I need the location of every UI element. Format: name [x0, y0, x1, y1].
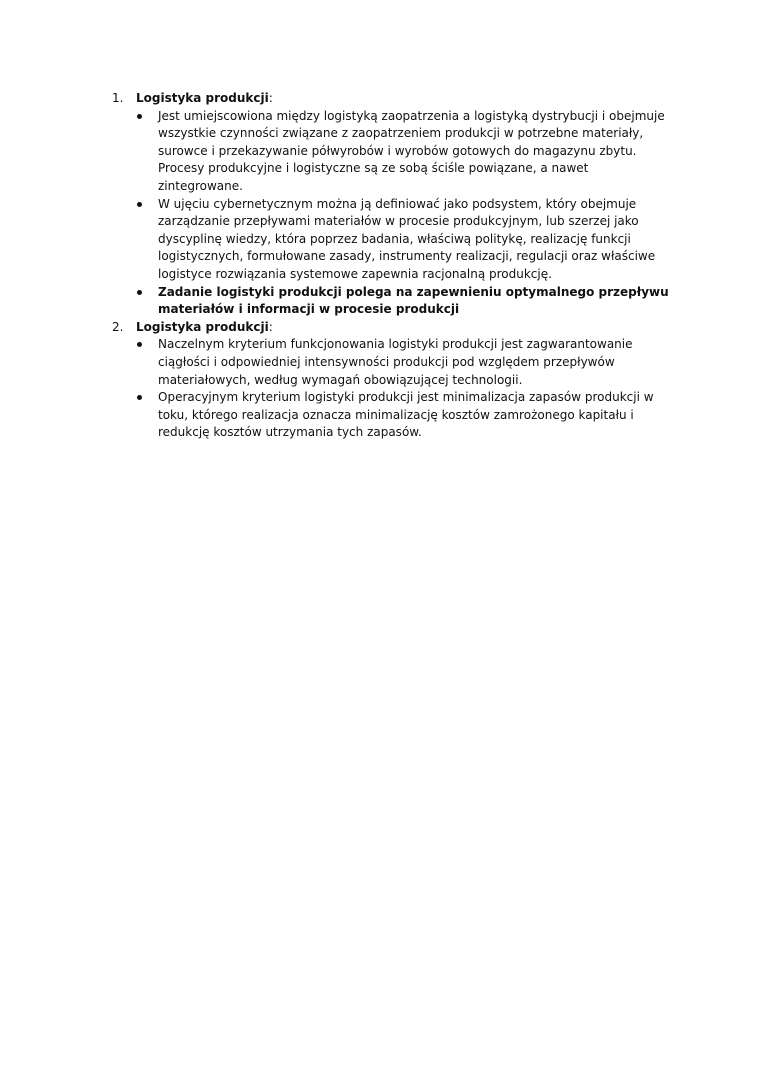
- section-number: 2.: [112, 319, 124, 334]
- bullet-icon: [137, 114, 142, 119]
- bullet-icon: [137, 290, 142, 295]
- section-heading: Logistyka produkcji: [136, 319, 269, 334]
- section-1: [112, 90, 672, 108]
- section-2: [112, 319, 672, 337]
- list-item-text: Naczelnym kryterium funkcjonowania logistyki produkcji jest zagwarantowanie ciągłości i odpowiedniej intensywności produkcji pod względem przepływów materiałowych, według wymagań obowiązującej technologii.: [158, 337, 633, 387]
- list-item-text: Jest umiejscowiona między logistyką zaopatrzenia a logistyką dystrybucji i obejmuje wszystkie czynności związane z zaopatrzeniem produkcji w potrzebne materiały, surowce i przekazywanie półwyrobów i wyrobów gotowych do magazynu zbytu. Procesy produkcyjne i logistyczne są ze sobą ściśle powiązane, a nawet zintegrowane.: [158, 108, 665, 193]
- list-item-text: W ujęciu cybernetycznym można ją definiować jako podsystem, który obejmuje zarządzanie przepływami materiałów w procesie produkcyjnym, lub szerzej jako dyscyplinę wiedzy, która poprzez badania, właściwą politykę, realizację funkcji logistycznych, formułowane zasady, instrumenty realizacji, regulacji oraz właściwe logistyce rozwiązania systemowe zapewnia racjonalną produkcję.: [158, 196, 656, 281]
- section-title: [136, 319, 672, 337]
- heading-colon: :: [268, 319, 273, 334]
- list-item-text: Zadanie logistyki produkcji polega na zapewnieniu optymalnego przepływu materiałów i informacji w procesie produkcji: [158, 284, 669, 317]
- section-1-bullet-list: [112, 108, 672, 319]
- section-2-bullet-list: [112, 336, 672, 442]
- bullet-icon: [137, 202, 142, 207]
- bullet-icon: [137, 342, 142, 347]
- list-item: [158, 108, 672, 196]
- bullet-icon: [137, 395, 142, 400]
- document-content: [112, 90, 672, 442]
- list-item: [158, 336, 672, 389]
- heading-colon: :: [268, 91, 273, 105]
- section-number: 1.: [112, 91, 124, 105]
- list-item: [158, 389, 672, 442]
- list-item: [158, 196, 672, 284]
- list-item: [158, 284, 672, 319]
- section-title: [136, 90, 672, 108]
- list-item-text: Operacyjnym kryterium logistyki produkcji jest minimalizacja zapasów produkcji w toku, którego realizacja oznacza minimalizację kosztów zamrożonego kapitału i redukcję kosztów utrzymania tych zapasów.: [158, 390, 654, 440]
- section-heading: Logistyka produkcji: [136, 91, 269, 105]
